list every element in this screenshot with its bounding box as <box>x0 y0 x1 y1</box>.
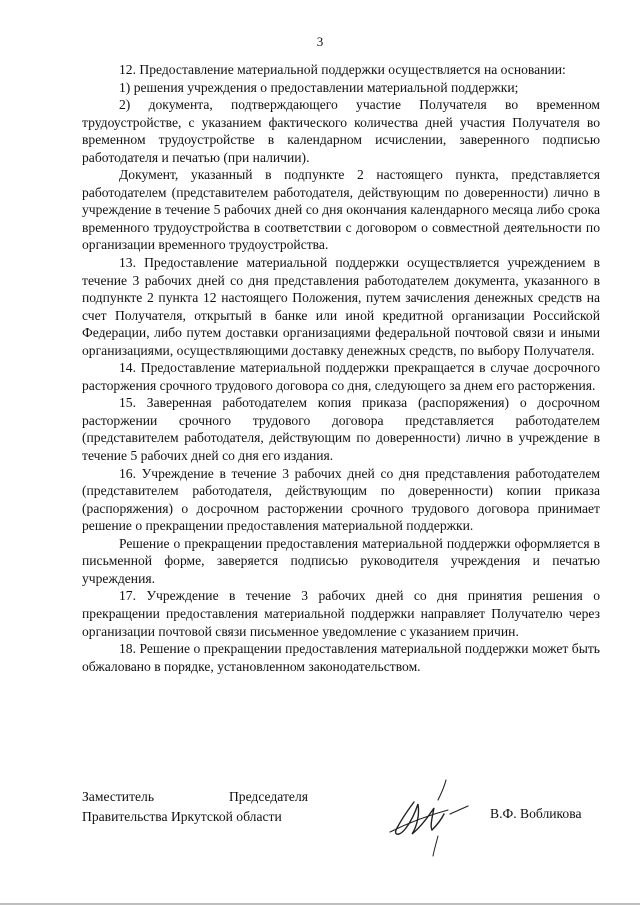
paragraph: 12. Предоставление материальной поддержки осуществляется на основании: <box>119 62 566 77</box>
handwritten-signature <box>386 770 486 865</box>
position-word-chairman: Председателя <box>228 789 308 804</box>
paragraph: 17. Учреждение в течение 3 рабочих дней со дня принятия решения о прекращении предоставления материальной поддержки направляет Получателю через организации почтовой связи письменное уведомление с указанием причин. <box>82 588 600 639</box>
paragraph: 13. Предоставление материальной поддержки осуществляется учреждением в течение 3 рабочих дней со дня представления работодателем документа, указанного в подпункте 2 пункта 12 настоящего Положения, путем зачисления денежных средств на счет Получателя, открытый в банке или иной кредитной организации Российской Федерации, либо путем доставки организациями федеральной почтовой связи и иными организациями, осуществляющими доставку денежных средств, по выбору Получателя. <box>82 255 600 358</box>
paragraph: 2) документа, подтверждающего участие Получателя во временном трудоустройстве, с указанием фактического количества дней участия Получателя во временном трудоустройстве в календарном исчислении, заверенного подписью работодателя и печатью (при наличии). <box>82 97 600 165</box>
page-number: 3 <box>316 34 324 49</box>
document-body <box>82 61 600 675</box>
paragraph: Документ, указанный в подпункте 2 настоящего пункта, представляется работодателем (представителем работодателя, действующим по доверенности) лично в учреждение в течение 5 рабочих дней со дня окончания календарного месяца либо срока временного трудоустройства в соответствии с договором о совместной деятельности по организации временного трудоустройства. <box>82 167 600 253</box>
paragraph: 18. Решение о прекращении предоставления материальной поддержки может быть обжаловано в порядке, установленном законодательством. <box>82 641 600 674</box>
signatory-position <box>82 787 308 827</box>
paragraph: Решение о прекращении предоставления материальной поддержки оформляется в письменной форме, заверяется подписью руководителя учреждения и печатью учреждения. <box>82 535 600 586</box>
paragraph: 15. Заверенная работодателем копия приказа (распоряжения) о досрочном расторжении срочного трудового договора представляется работодателем (представителем работодателя, действующим по доверенности) лично в учреждение в течение 5 рабочих дней со дня его издания. <box>82 395 600 464</box>
signatory-position-line-1 <box>82 787 308 807</box>
signatory-name: В.Ф. Вобликова <box>490 806 582 821</box>
paragraph: 14. Предоставление материальной поддержки прекращается в случае досрочного расторжения срочного трудового договора со дня, следующего за днем его расторжения. <box>82 360 600 393</box>
signatory-position-line-2: Правительства Иркутской области <box>82 809 282 824</box>
paragraph: 16. Учреждение в течение 3 рабочих дней со дня представления работодателем (представителем работодателя, действующим по доверенности) копии приказа (распоряжения) о досрочном расторжении срочного трудового договора принимает решение о прекращении предоставления материальной поддержки. <box>82 465 600 534</box>
paragraph: 1) решения учреждения о предоставлении материальной поддержки; <box>119 79 519 95</box>
position-word-deputy: Заместитель <box>82 789 155 804</box>
